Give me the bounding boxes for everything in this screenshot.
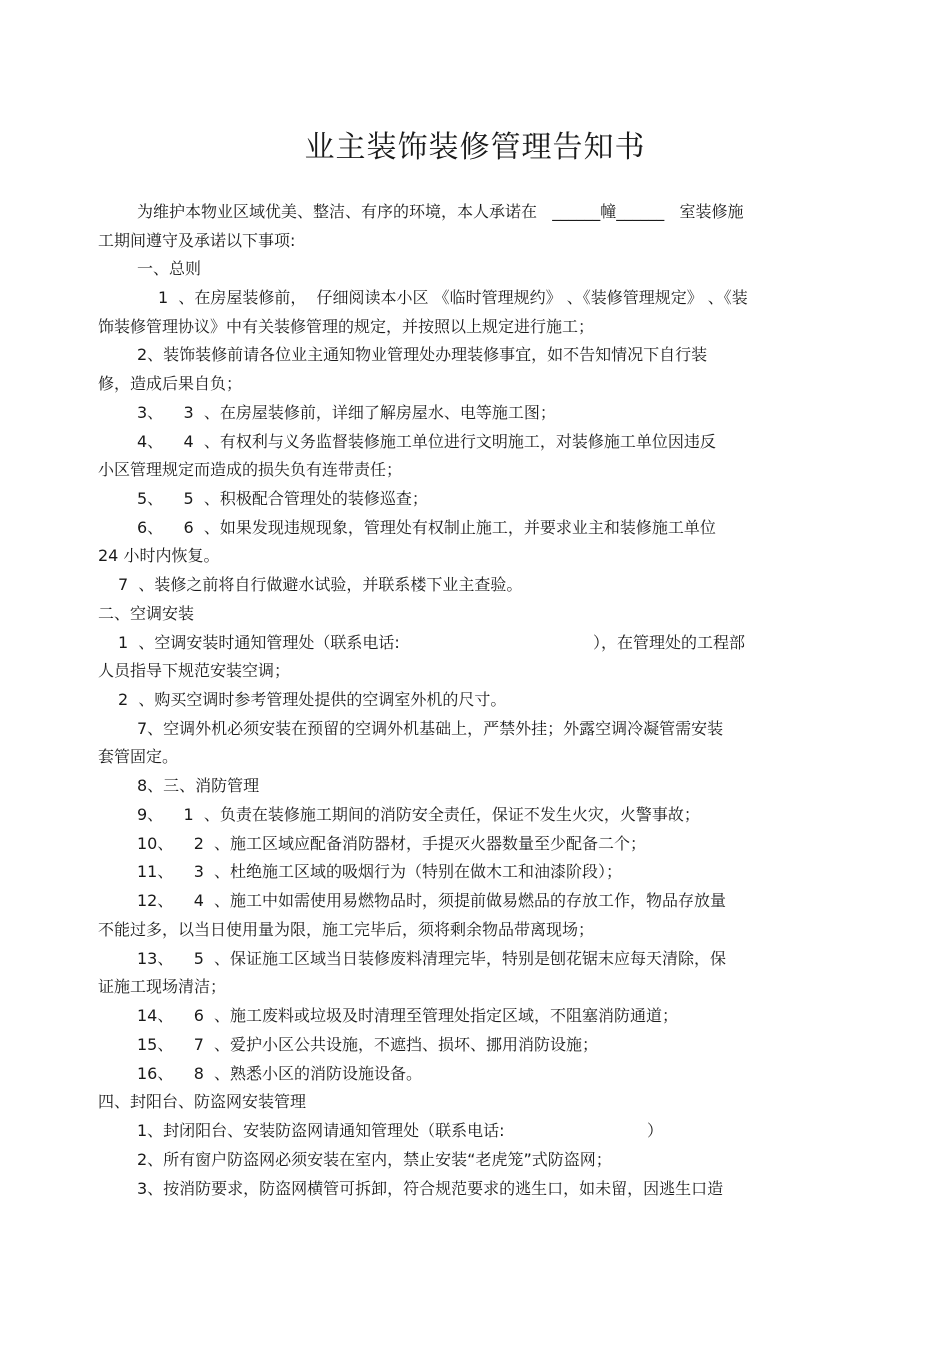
text-line: 人员指导下规范安装空调；	[98, 661, 291, 680]
text-line: 11、 3 、杜绝施工区域的吸烟行为（特别在做木工和油漆阶段）；	[137, 862, 623, 881]
text-line: 修，造成后果自负；	[98, 374, 243, 393]
document-title: 业主装饰装修管理告知书	[304, 130, 646, 165]
text-line: 7 、装修之前将自行做避水试验，并联系楼下业主查验。	[118, 575, 523, 594]
text-line: 证施工现场清洁；	[98, 977, 227, 996]
text-line: 4、 4 、有权利与义务监督装修施工单位进行文明施工，对装修施工单位因违反	[137, 432, 716, 451]
text-line: 2 、购买空调时参考管理处提供的空调室外机的尺寸。	[118, 690, 507, 709]
text-line: 16、 8 、熟悉小区的消防设施设备。	[137, 1064, 423, 1083]
text-line: 套管固定。	[98, 747, 179, 766]
text-line: 2、装饰装修前请各位业主通知物业管理处办理装修事宜，如不告知情况下自行装	[137, 345, 708, 364]
text-line: 3、按消防要求，防盗网横管可拆卸，符合规范要求的逃生口，如未留，因逃生口造	[137, 1179, 724, 1198]
text-line: 2、所有窗户防盗网必须安装在室内，禁止安装“老虎笼”式防盗网；	[137, 1150, 612, 1169]
text-line: 1 、在房屋装修前， 仔细阅读本小区 《临时管理规约》 、《装修管理规定》 、《装	[158, 288, 748, 307]
section-heading: 8、三、消防管理	[137, 776, 260, 795]
text-line: 5、 5 、积极配合管理处的装修巡查；	[137, 489, 428, 508]
text-line: 13、 5 、保证施工区域当日装修废料清理完毕，特别是刨花锯末应每天清除，保	[137, 949, 727, 968]
text-line: 1 、空调安装时通知管理处（联系电话: ），在管理处的工程部	[118, 633, 746, 652]
text-line: 9、 1 、负责在装修施工期间的消防安全责任，保证不发生火灾，火警事故；	[137, 805, 700, 824]
text-line: 3、 3 、在房屋装修前，详细了解房屋水、电等施工图；	[137, 403, 556, 422]
text-line: 14、 6 、施工废料或垃圾及时清理至管理处指定区域，不阻塞消防通道；	[137, 1006, 679, 1025]
text-line: 7、空调外机必须安装在预留的空调外机基础上，严禁外挂；外露空调冷凝管需安装	[137, 719, 724, 738]
text-line: 6、 6 、如果发现违规现象，管理处有权制止施工，并要求业主和装修施工单位	[137, 518, 716, 537]
text-line: 小区管理规定而造成的损失负有连带责任；	[98, 460, 403, 479]
text-line: 10、 2 、施工区域应配备消防器材，手提灭火器数量至少配备二个；	[137, 834, 647, 853]
section-heading: 一、总则	[137, 259, 202, 278]
text-line: 15、 7 、爱护小区公共设施，不遮挡、损坏、挪用消防设施；	[137, 1035, 599, 1054]
text-line: 工期间遵守及承诺以下事项:	[98, 231, 296, 250]
text-line: 24 小时内恢复。	[98, 546, 220, 565]
text-line: 饰装修管理协议》中有关装修管理的规定，并按照以上规定进行施工；	[98, 317, 595, 336]
text-line: 1、封闭阳台、安装防盗网请通知管理处（联系电话: ）	[137, 1121, 663, 1140]
text-line: 不能过多，以当日使用量为限，施工完毕后，须将剩余物品带离现场；	[98, 920, 595, 939]
section-heading: 二、空调安装	[98, 604, 195, 623]
text-line: 为维护本物业区域优美、整洁、有序的环境，本人承诺在 ______幢______ 室装修施	[137, 202, 744, 221]
text-line: 12、 4 、施工中如需使用易燃物品时，须提前做易燃品的存放工作，物品存放量	[137, 891, 727, 910]
section-heading: 四、封阳台、防盗网安装管理	[98, 1092, 307, 1111]
